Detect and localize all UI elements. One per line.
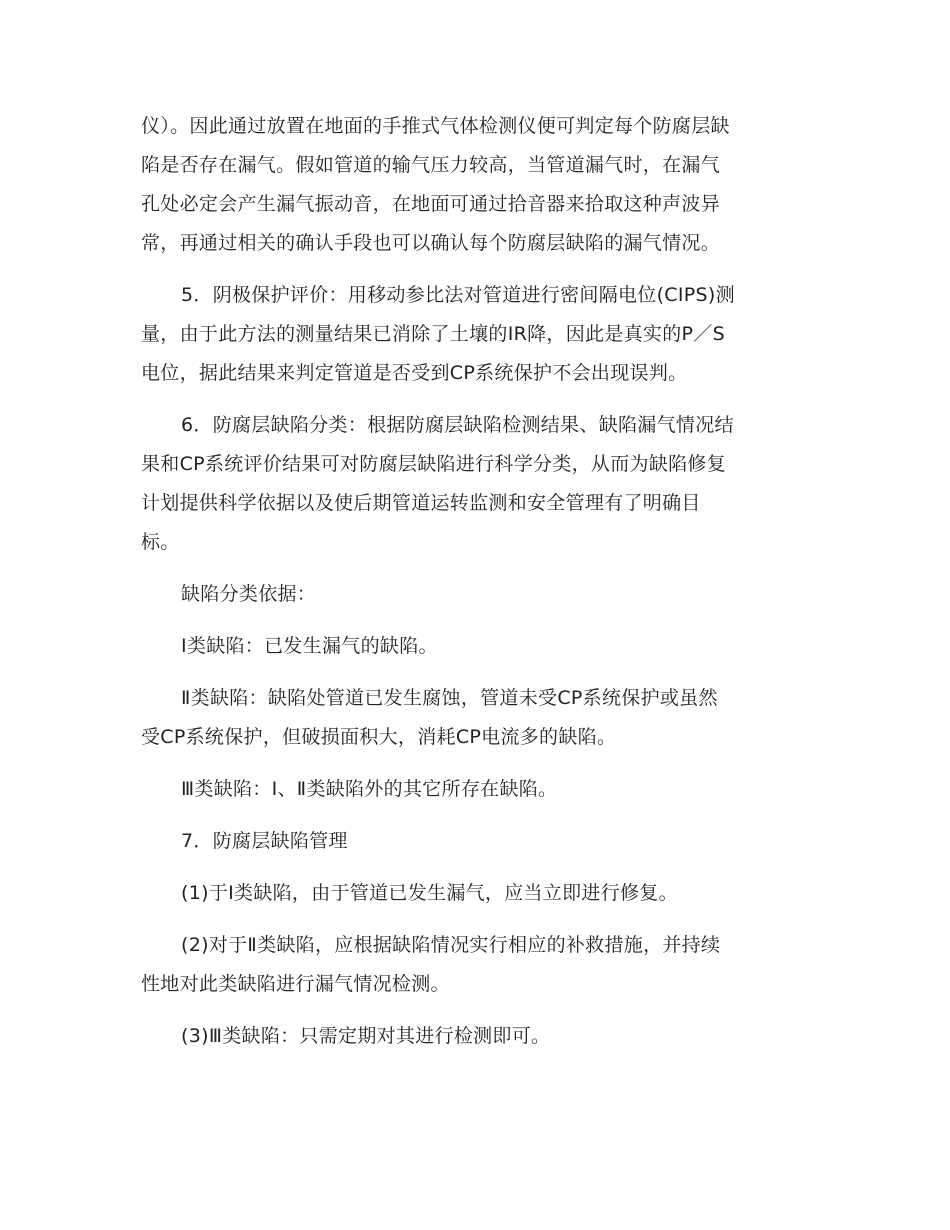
text-line: 仪）。因此通过放置在地面的手推式气体检测仪便可判定每个防腐层缺 (141, 115, 730, 137)
paragraph-class-three-defect (141, 770, 805, 809)
paragraph-leak-detection (141, 107, 805, 263)
text-line: 计划提供科学依据以及使后期管道运转监测和安全管理有了明确目 (141, 492, 701, 514)
text-line: Ⅱ类缺陷：缺陷处管道已发生腐蚀，管道未受CP系统保护或虽然 (181, 687, 718, 709)
text-line: (1)于Ⅰ类缺陷，由于管道已发生漏气，应当立即进行修复。 (181, 882, 678, 904)
paragraph-cathodic-protection (141, 276, 805, 393)
document-body (141, 107, 805, 1069)
text-line: 果和CP系统评价结果可对防腐层缺陷进行科学分类，从而为缺陷修复 (141, 453, 727, 475)
paragraph-class-two-defect (141, 679, 805, 757)
text-line: 电位，据此结果来判定管道是否受到CP系统保护不会出现误判。 (141, 362, 688, 384)
paragraph-defect-classification (141, 406, 805, 562)
text-line: 陷是否存在漏气。假如管道的输气压力较高，当管道漏气时，在漏气 (141, 154, 721, 176)
text-line: Ⅲ类缺陷：Ⅰ、Ⅱ类缺陷外的其它所存在缺陷。 (181, 778, 558, 800)
text-line: 7．防腐层缺陷管理 (181, 830, 348, 852)
text-line: 性地对此类缺陷进行漏气情况检测。 (141, 973, 450, 995)
paragraph-management-item-2 (141, 926, 805, 1004)
text-line: (2)对于Ⅱ类缺陷，应根据缺陷情况实行相应的补救措施，并持续 (181, 934, 721, 956)
text-line: 6．防腐层缺陷分类：根据防腐层缺陷检测结果、缺陷漏气情况结 (181, 414, 734, 436)
paragraph-management-item-1 (141, 874, 805, 913)
text-line: Ⅰ类缺陷：已发生漏气的缺陷。 (181, 635, 438, 657)
text-line: 量，由于此方法的测量结果已消除了土壤的IR降，因此是真实的P／S (141, 323, 725, 345)
text-line: 5．阴极保护评价：用移动参比法对管道进行密间隔电位(CIPS)测 (181, 284, 735, 306)
paragraph-defect-management-heading (141, 822, 805, 861)
paragraph-class-one-defect (141, 627, 805, 666)
paragraph-classification-basis (141, 575, 805, 614)
text-line: 孔处必定会产生漏气振动音，在地面可通过拾音器来拾取这种声波异 (141, 193, 721, 215)
text-line: (3)Ⅲ类缺陷：只需定期对其进行检测即可。 (181, 1025, 551, 1047)
text-line: 常，再通过相关的确认手段也可以确认每个防腐层缺陷的漏气情况。 (141, 232, 721, 254)
text-line: 缺陷分类依据： (181, 583, 317, 605)
paragraph-management-item-3 (141, 1017, 805, 1056)
text-line: 受CP系统保护，但破损面积大，消耗CP电流多的缺陷。 (141, 726, 617, 748)
text-line: 标。 (141, 531, 180, 553)
